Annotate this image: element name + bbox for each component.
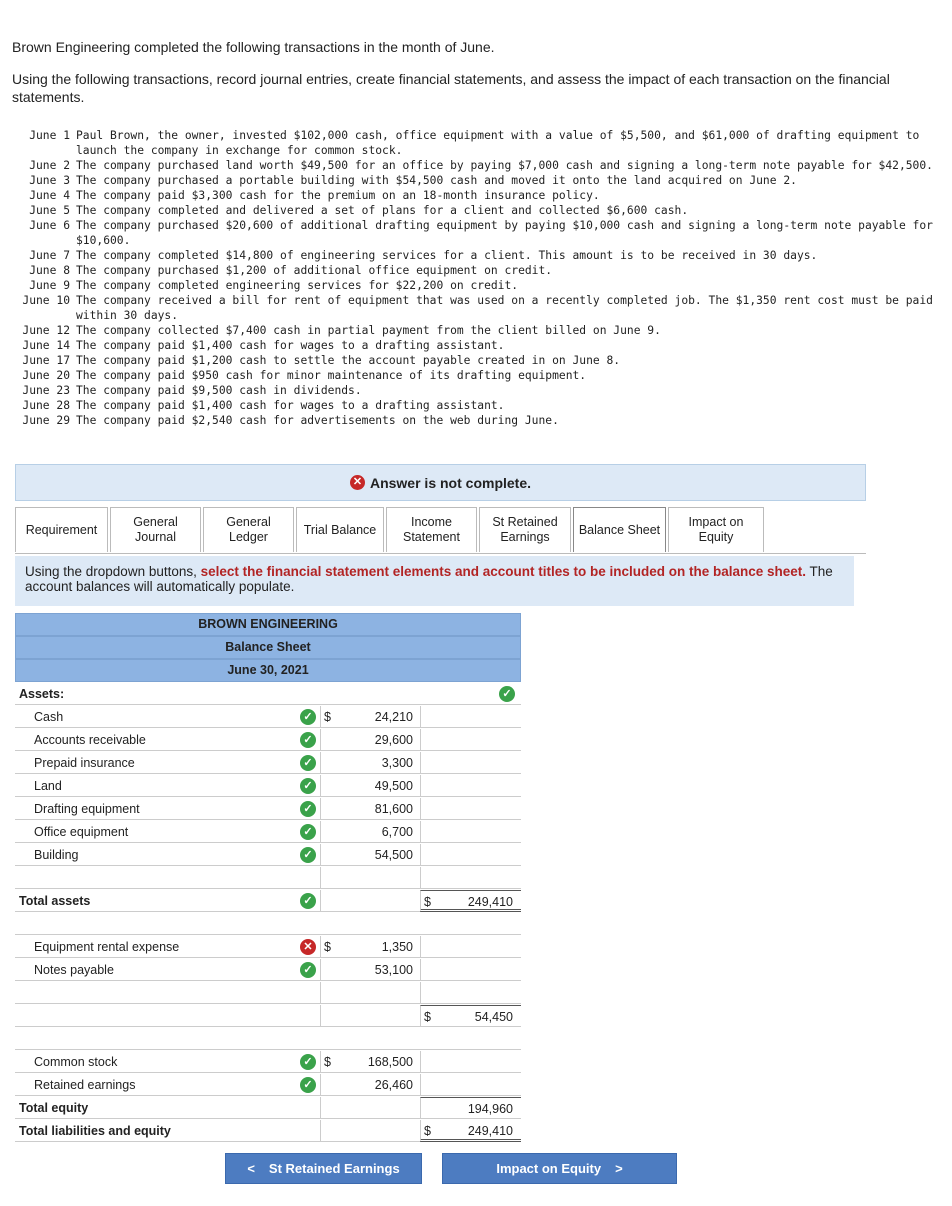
empty-cell bbox=[420, 982, 521, 1004]
tab-st-retained-earnings[interactable]: St Retained Earnings bbox=[479, 507, 571, 552]
next-button-label: Impact on Equity bbox=[496, 1161, 602, 1176]
table-row bbox=[15, 729, 521, 752]
transaction-date: June 28 bbox=[22, 399, 70, 412]
asset-name[interactable]: Office equipment bbox=[15, 821, 320, 843]
asset-name[interactable]: Land bbox=[15, 775, 320, 797]
check-icon: ✓ bbox=[300, 732, 316, 748]
tab-general-journal[interactable]: General Journal bbox=[110, 507, 201, 552]
transaction-row bbox=[12, 128, 946, 158]
tab-bar bbox=[15, 507, 766, 552]
transaction-row bbox=[12, 368, 946, 383]
empty-cell bbox=[320, 890, 420, 912]
transaction-text: The company paid $1,200 cash to settle the account payable created in on June 8. bbox=[76, 354, 621, 367]
check-icon: ✓ bbox=[300, 755, 316, 771]
empty-cell[interactable] bbox=[15, 982, 320, 1004]
total-assets-row bbox=[15, 890, 521, 913]
total-cell bbox=[420, 936, 521, 958]
chevron-right-icon: > bbox=[615, 1161, 623, 1176]
table-row bbox=[15, 798, 521, 821]
instruction-post: The account balances will automatically populate. bbox=[25, 564, 833, 594]
transaction-date: June 29 bbox=[22, 414, 70, 427]
transaction-row bbox=[12, 413, 946, 428]
check-icon: ✓ bbox=[499, 686, 515, 702]
x-icon: ✕ bbox=[350, 475, 365, 490]
check-icon: ✓ bbox=[300, 778, 316, 794]
equity-name[interactable]: Retained earnings bbox=[15, 1074, 320, 1096]
transaction-text: The company completed $14,800 of engineering services for a client. This amount is to be received in 30 days. bbox=[76, 249, 818, 262]
next-button[interactable] bbox=[442, 1153, 677, 1184]
empty-cell bbox=[320, 1097, 420, 1119]
transaction-row bbox=[12, 188, 946, 203]
check-icon: ✓ bbox=[300, 801, 316, 817]
table-row bbox=[15, 959, 521, 982]
transaction-date: June 2 bbox=[29, 159, 70, 172]
empty-cell bbox=[320, 1120, 420, 1142]
status-banner bbox=[15, 464, 866, 501]
currency-symbol: $ bbox=[424, 895, 431, 909]
transaction-date: June 4 bbox=[29, 189, 70, 202]
intro bbox=[12, 38, 942, 120]
asset-amount: 54,500 bbox=[320, 844, 420, 866]
table-row bbox=[15, 844, 521, 867]
empty-cell[interactable] bbox=[15, 1028, 521, 1050]
transaction-date: June 9 bbox=[29, 279, 70, 292]
asset-name[interactable]: Prepaid insurance bbox=[15, 752, 320, 774]
check-icon: ✓ bbox=[300, 709, 316, 725]
transaction-date: June 17 bbox=[22, 354, 70, 367]
asset-amount: $ 24,210 bbox=[320, 706, 420, 728]
equity-amount: $ 168,500 bbox=[320, 1051, 420, 1073]
prev-button-label: St Retained Earnings bbox=[268, 1161, 400, 1176]
asset-name[interactable]: Accounts receivable bbox=[15, 729, 320, 751]
total-liabilities-row bbox=[15, 1005, 521, 1028]
total-equity-row bbox=[15, 1097, 521, 1120]
transaction-row bbox=[12, 398, 946, 413]
instruction-box bbox=[15, 556, 854, 606]
check-icon: ✓ bbox=[300, 1077, 316, 1093]
liability-amount: $ 1,350 bbox=[320, 936, 420, 958]
transaction-text: The company purchased a portable building with $54,500 cash and moved it onto the land acquired on June 2. bbox=[76, 174, 797, 187]
total-cell bbox=[420, 959, 521, 981]
liability-amount: 53,100 bbox=[320, 959, 420, 981]
total-cell bbox=[420, 775, 521, 797]
total-le-row bbox=[15, 1120, 521, 1143]
asset-name[interactable]: Building bbox=[15, 844, 320, 866]
total-liabilities-value: $ 54,450 bbox=[420, 1005, 521, 1027]
transaction-date: June 8 bbox=[29, 264, 70, 277]
intro-line-1: Brown Engineering completed the following transactions in the month of June. bbox=[12, 39, 495, 55]
transaction-text: The company paid $9,500 cash in dividends. bbox=[76, 384, 362, 397]
transaction-row bbox=[12, 353, 946, 368]
asset-name[interactable]: Drafting equipment bbox=[15, 798, 320, 820]
total-assets-label: Total assets bbox=[15, 890, 320, 912]
transaction-text: The company paid $1,400 cash for wages to a drafting assistant. bbox=[76, 399, 505, 412]
transaction-text: The company completed and delivered a set of plans for a client and collected $6,600 cash. bbox=[76, 204, 689, 217]
transaction-date: June 5 bbox=[29, 204, 70, 217]
company-name: BROWN ENGINEERING bbox=[15, 613, 521, 636]
total-assets-value: $ 249,410 bbox=[420, 890, 521, 912]
tab-impact-on-equity[interactable]: Impact on Equity bbox=[668, 507, 764, 552]
table-row bbox=[15, 775, 521, 798]
total-liabilities-label[interactable] bbox=[15, 1005, 320, 1027]
prev-button[interactable] bbox=[225, 1153, 422, 1184]
transaction-text: The company paid $950 cash for minor maintenance of its drafting equipment. bbox=[76, 369, 587, 382]
total-equity-value: 194,960 bbox=[420, 1097, 521, 1119]
check-icon: ✓ bbox=[300, 962, 316, 978]
transaction-date: June 3 bbox=[29, 174, 70, 187]
empty-cell bbox=[320, 1005, 420, 1027]
transaction-row bbox=[12, 323, 946, 338]
transaction-date: June 1 bbox=[29, 129, 70, 142]
tab-income-statement[interactable]: Income Statement bbox=[386, 507, 477, 552]
transaction-text: Paul Brown, the owner, invested $102,000 cash, office equipment with a value of $5,500, and $61,000 of drafting equipment to launch the company in exchange for common stock. bbox=[76, 129, 920, 157]
liability-name[interactable]: Equipment rental expense bbox=[15, 936, 320, 958]
transaction-date: June 10 bbox=[22, 294, 70, 307]
check-icon: ✓ bbox=[300, 824, 316, 840]
total-cell bbox=[420, 706, 521, 728]
blank-row bbox=[15, 982, 521, 1005]
total-cell bbox=[420, 798, 521, 820]
currency-symbol: $ bbox=[324, 710, 331, 724]
table-row bbox=[15, 1074, 521, 1097]
blank-row bbox=[15, 1028, 521, 1051]
transaction-text: The company purchased $20,600 of additional drafting equipment by paying $10,000 cash and signing a long-term note payable for $10,600. bbox=[76, 219, 933, 247]
instruction-highlight: select the financial statement elements and account titles to be included on the balance sheet. bbox=[200, 564, 807, 579]
transaction-row bbox=[12, 263, 946, 278]
blank-row bbox=[15, 913, 521, 936]
total-cell bbox=[420, 729, 521, 751]
transaction-list bbox=[12, 128, 946, 428]
transaction-row bbox=[12, 278, 946, 293]
transaction-text: The company paid $1,400 cash for wages to a drafting assistant. bbox=[76, 339, 505, 352]
total-cell bbox=[420, 1051, 521, 1073]
table-row bbox=[15, 821, 521, 844]
table-row bbox=[15, 1051, 521, 1074]
transaction-text: The company received a bill for rent of equipment that was used on a recently completed job. The $1,350 rent cost must be paid within 30 days. bbox=[76, 294, 933, 322]
check-icon: ✓ bbox=[300, 847, 316, 863]
transaction-date: June 12 bbox=[22, 324, 70, 337]
liability-name[interactable]: Notes payable bbox=[15, 959, 320, 981]
asset-name[interactable]: Cash bbox=[15, 706, 320, 728]
currency-symbol: $ bbox=[324, 1055, 331, 1069]
currency-symbol: $ bbox=[324, 940, 331, 954]
transaction-text: The company collected $7,400 cash in partial payment from the client billed on June 9. bbox=[76, 324, 661, 337]
total-cell bbox=[420, 821, 521, 843]
total-cell bbox=[420, 752, 521, 774]
blank-row bbox=[15, 867, 521, 890]
equity-name[interactable]: Common stock bbox=[15, 1051, 320, 1073]
total-cell bbox=[420, 844, 521, 866]
asset-amount: 29,600 bbox=[320, 729, 420, 751]
transaction-date: June 7 bbox=[29, 249, 70, 262]
assets-label[interactable]: Assets: bbox=[15, 683, 521, 705]
transaction-date: June 6 bbox=[29, 219, 70, 232]
tab-general-ledger[interactable]: General Ledger bbox=[203, 507, 294, 552]
transaction-row bbox=[12, 293, 946, 323]
empty-cell bbox=[320, 982, 420, 1004]
transaction-date: June 14 bbox=[22, 339, 70, 352]
empty-cell[interactable] bbox=[15, 913, 521, 935]
transaction-row bbox=[12, 203, 946, 218]
assets-header-row bbox=[15, 683, 521, 706]
chevron-left-icon: < bbox=[247, 1161, 255, 1176]
transaction-text: The company paid $2,540 cash for advertisements on the web during June. bbox=[76, 414, 559, 427]
empty-cell[interactable] bbox=[15, 867, 320, 889]
currency-symbol: $ bbox=[424, 1010, 431, 1024]
transaction-text: The company purchased $1,200 of additional office equipment on credit. bbox=[76, 264, 553, 277]
asset-amount: 81,600 bbox=[320, 798, 420, 820]
currency-symbol: $ bbox=[424, 1124, 431, 1138]
empty-cell bbox=[420, 867, 521, 889]
transaction-row bbox=[12, 218, 946, 248]
intro-line-2: Using the following transactions, record journal entries, create financial statements, and assess the impact of each transaction on the financial statements. bbox=[12, 71, 890, 105]
transaction-date: June 23 bbox=[22, 384, 70, 397]
transaction-text: The company paid $3,300 cash for the premium on an 18-month insurance policy. bbox=[76, 189, 600, 202]
asset-amount: 6,700 bbox=[320, 821, 420, 843]
asset-amount: 3,300 bbox=[320, 752, 420, 774]
statement-date: June 30, 2021 bbox=[15, 659, 521, 682]
tab-requirement[interactable]: Requirement bbox=[15, 507, 108, 552]
transaction-row bbox=[12, 248, 946, 263]
transaction-text: The company completed engineering services for $22,200 on credit. bbox=[76, 279, 519, 292]
asset-amount: 49,500 bbox=[320, 775, 420, 797]
status-text: Answer is not complete. bbox=[369, 474, 532, 491]
tab-trial-balance[interactable]: Trial Balance bbox=[296, 507, 384, 552]
table-row bbox=[15, 936, 521, 959]
transaction-text: The company purchased land worth $49,500 for an office by paying $7,000 cash and signing a long-term note payable for $42,500. bbox=[76, 159, 933, 172]
x-icon: ✕ bbox=[300, 939, 316, 955]
total-equity-label: Total equity bbox=[15, 1097, 320, 1119]
equity-amount: 26,460 bbox=[320, 1074, 420, 1096]
total-le-value: $ 249,410 bbox=[420, 1120, 521, 1142]
transaction-date: June 20 bbox=[22, 369, 70, 382]
check-icon: ✓ bbox=[300, 893, 316, 909]
empty-cell bbox=[320, 867, 420, 889]
total-le-label: Total liabilities and equity bbox=[15, 1120, 320, 1142]
instruction-pre: Using the dropdown buttons, bbox=[25, 564, 201, 579]
transaction-row bbox=[12, 158, 946, 173]
total-cell bbox=[420, 1074, 521, 1096]
table-row bbox=[15, 752, 521, 775]
tab-divider bbox=[15, 553, 866, 554]
transaction-row bbox=[12, 338, 946, 353]
transaction-row bbox=[12, 173, 946, 188]
table-row bbox=[15, 706, 521, 729]
check-icon: ✓ bbox=[300, 1054, 316, 1070]
transaction-row bbox=[12, 383, 946, 398]
tab-balance-sheet[interactable]: Balance Sheet bbox=[573, 507, 666, 552]
statement-title: Balance Sheet bbox=[15, 636, 521, 659]
